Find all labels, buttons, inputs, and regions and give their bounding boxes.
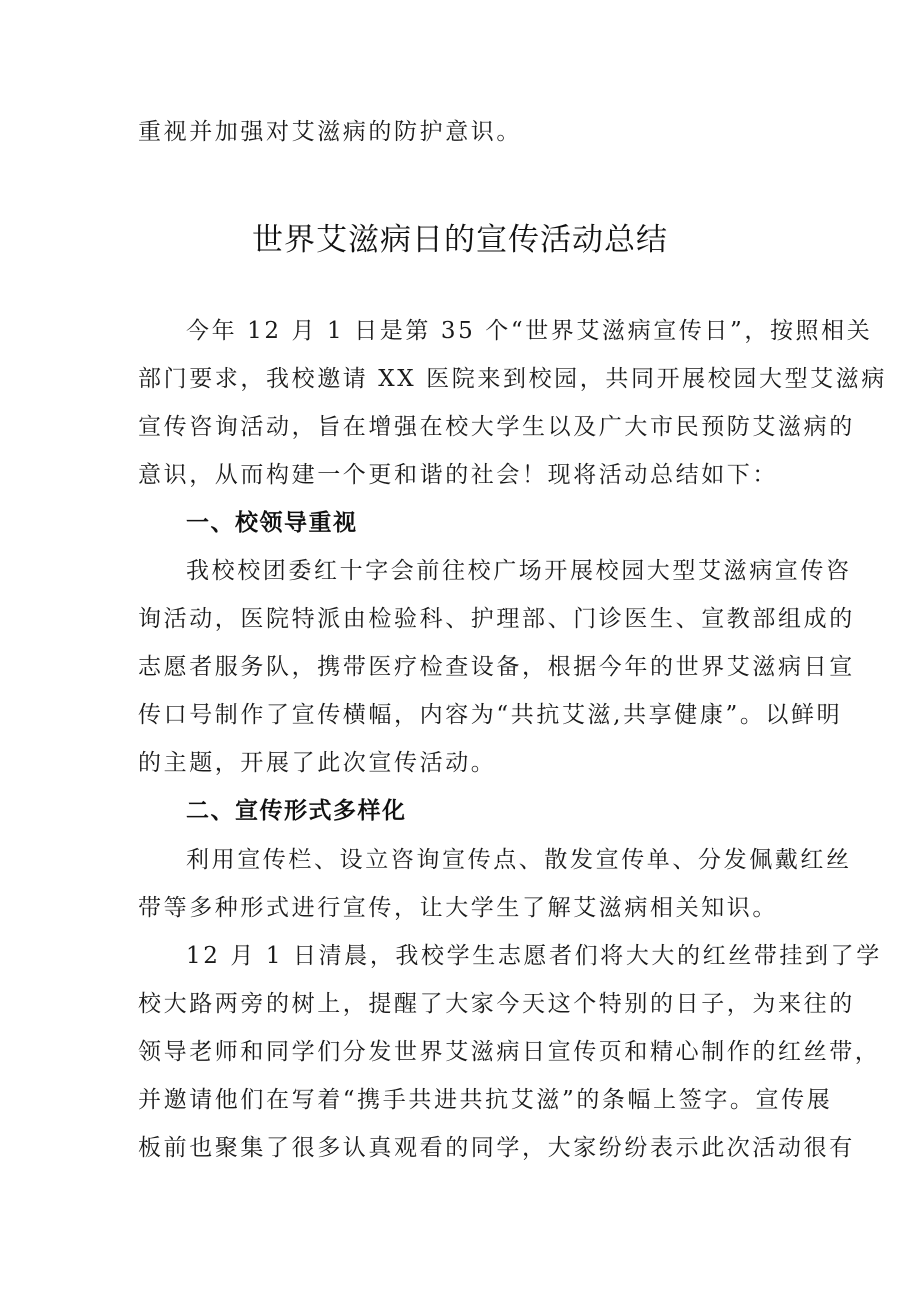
paragraph-line: 利用宣传栏、设立咨询宣传点、散发宣传单、分发佩戴红丝: [186, 847, 852, 873]
paragraph-line: 板前也聚集了很多认真观看的同学，大家纷纷表示此次活动很有: [138, 1135, 855, 1161]
paragraph-line: 我校校团委红十字会前往校广场开展校园大型艾滋病宣传咨: [186, 558, 852, 584]
carryover-line: 重视并加强对艾滋病的防护意识。: [138, 119, 522, 145]
paragraph-line: 部门要求，我校邀请 XX 医院来到校园，共同开展校园大型艾滋病: [138, 366, 887, 392]
paragraph-line: 并邀请他们在写着“携手共进共抗艾滋”的条幅上签字。宣传展: [138, 1087, 833, 1113]
paragraph-line: 校大路两旁的树上，提醒了大家今天这个特别的日子，为来往的: [138, 991, 855, 1017]
paragraph-line: 今年 12 月 1 日是第 35 个“世界艾滋病宣传日”，按照相关: [186, 318, 873, 344]
paragraph-line: 意识，从而构建一个更和谐的社会！现将活动总结如下：: [138, 462, 778, 488]
paragraph-line: 宣传咨询活动，旨在增强在校大学生以及广大市民预防艾滋病的: [138, 414, 855, 440]
paragraph-line: 12 月 1 日清晨，我校学生志愿者们将大大的红丝带挂到了学: [186, 943, 882, 969]
paragraph-line: 的主题，开展了此次宣传活动。: [138, 750, 497, 776]
page-title: 世界艾滋病日的宣传活动总结: [252, 222, 668, 258]
section-heading-1: 一、校领导重视: [186, 510, 358, 536]
paragraph-line: 传口号制作了宣传横幅，内容为“共抗艾滋,共享健康”。以鲜明: [138, 702, 843, 728]
paragraph-line: 询活动，医院特派由检验科、护理部、门诊医生、宣教部组成的: [138, 606, 855, 632]
paragraph-line: 领导老师和同学们分发世界艾滋病日宣传页和精心制作的红丝带，: [138, 1039, 881, 1065]
paragraph-line: 带等多种形式进行宣传，让大学生了解艾滋病相关知识。: [138, 895, 778, 921]
paragraph-line: 志愿者服务队，携带医疗检查设备，根据今年的世界艾滋病日宣: [138, 654, 855, 680]
section-heading-2: 二、宣传形式多样化: [186, 798, 407, 824]
